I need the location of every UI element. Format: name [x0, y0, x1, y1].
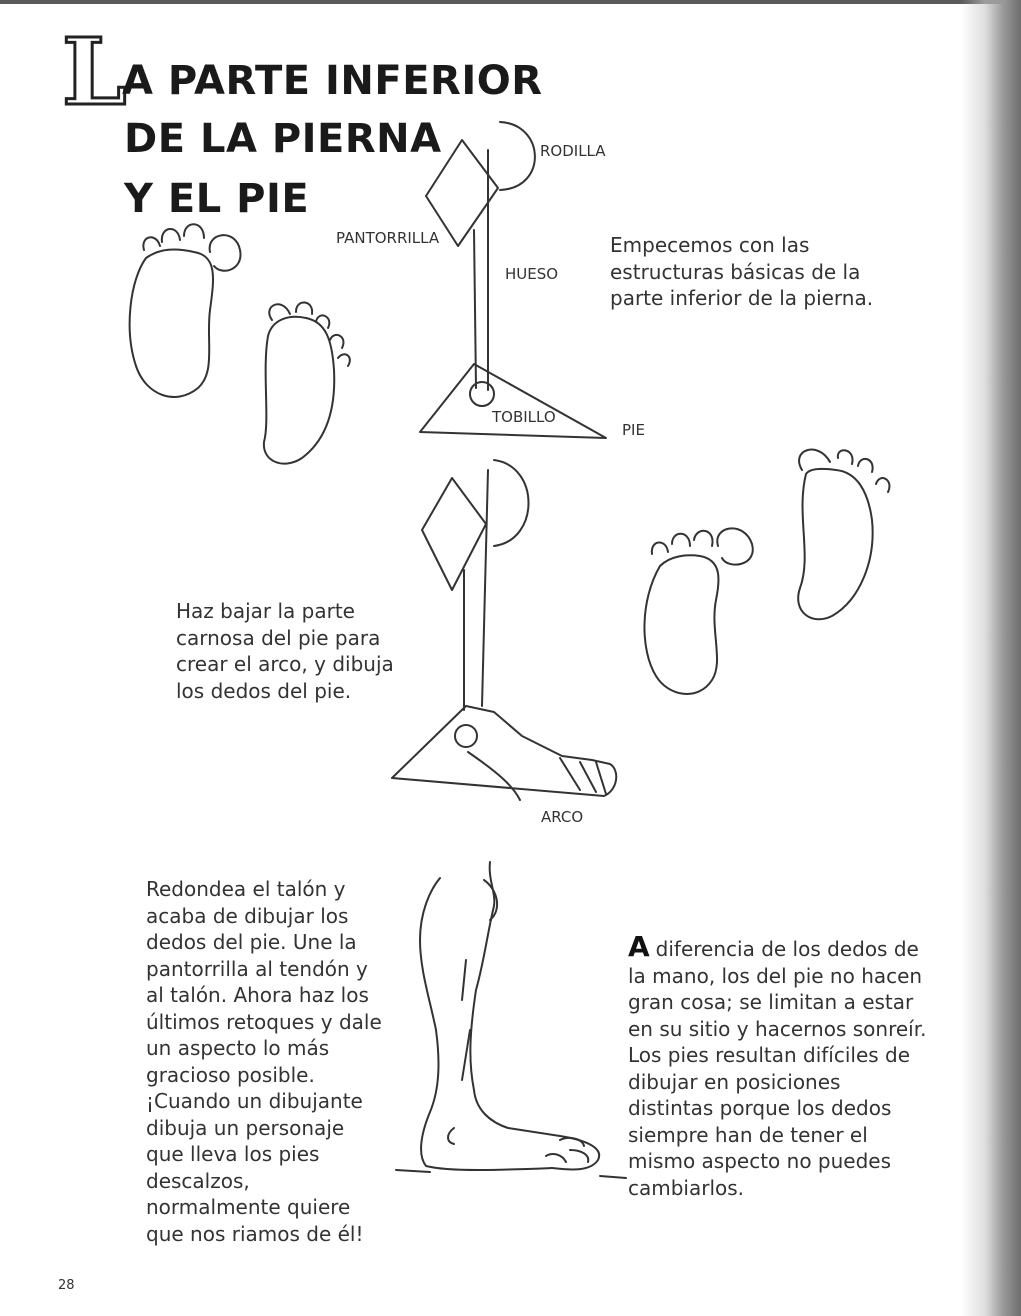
footprints-right	[644, 450, 889, 694]
foot-triangle	[420, 364, 606, 438]
title-line-3: Y EL PIE	[124, 176, 310, 222]
knee-half-circle-2	[494, 460, 529, 546]
ankle-circle-2	[455, 725, 477, 747]
footprint-left-a	[130, 250, 213, 397]
intro-paragraph: Empecemos con las estructuras básicas de la parte inferior de la pierna.	[610, 233, 874, 310]
toe-ovals-c	[652, 528, 753, 564]
note-paragraph	[628, 930, 928, 1201]
footprint-right-a	[644, 555, 718, 694]
page-number: 28	[58, 1278, 75, 1293]
heel-curve	[448, 1128, 454, 1144]
label-hueso: HUESO	[505, 265, 559, 283]
footprint-right-b	[798, 469, 872, 619]
leg-structure-diagram-2	[392, 460, 616, 800]
title-line-1: A PARTE INFERIOR	[122, 58, 543, 104]
calf-diamond-shape-2	[422, 478, 486, 590]
toe-ovals-b	[269, 302, 350, 366]
label-pantorrilla: PANTORRILLA	[336, 229, 440, 247]
ground-strokes	[396, 1170, 626, 1178]
ankle-circle	[470, 382, 494, 406]
toe-details	[546, 1138, 588, 1162]
label-arco: ARCO	[541, 808, 584, 826]
footprint-left-b	[264, 317, 334, 464]
shin-hatching	[462, 960, 470, 1080]
toe-ovals-a	[143, 224, 240, 271]
bone-line-right-2	[482, 470, 488, 706]
title-line-2: DE LA PIERNA	[124, 116, 442, 162]
label-rodilla: RODILLA	[540, 142, 606, 160]
title-drop-cap: L	[62, 18, 127, 126]
foot-arch-shape	[392, 706, 616, 796]
note-initial: A	[628, 930, 650, 963]
step2-paragraph: Haz bajar la parte carnosa del pie para crear el arco, y dibuja los dedos del pie.	[176, 599, 394, 703]
finished-leg-drawing	[396, 862, 626, 1178]
label-pie: PIE	[622, 421, 645, 439]
footprints-top-left	[130, 224, 350, 463]
toe-lines	[560, 758, 606, 794]
leg-front-contour	[420, 862, 599, 1170]
step3-paragraph: Redondea el talón y acaba de dibujar los dedos del pie. Une la pantorrilla al tendón y al talón. Ahora haz los últimos retoques y dale un aspecto lo más gracioso posible. ¡Cuando un dibujante dibuja un personaje que lleva los pies descalzos, normalmente quiere que nos riamos de él!	[146, 877, 382, 1246]
arch-curve	[468, 752, 520, 800]
note-body: diferencia de los dedos de la mano, los del pie no hacen gran cosa; se limitan a estar en su sitio y hacernos sonreír. Los pies resultan difíciles de dibujar en posiciones distintas porque los dedos siempre han de tener el mismo aspecto no puedes cambiarlos.	[628, 937, 927, 1200]
label-tobillo: TOBILLO	[492, 408, 556, 426]
knee-half-circle	[500, 122, 535, 190]
